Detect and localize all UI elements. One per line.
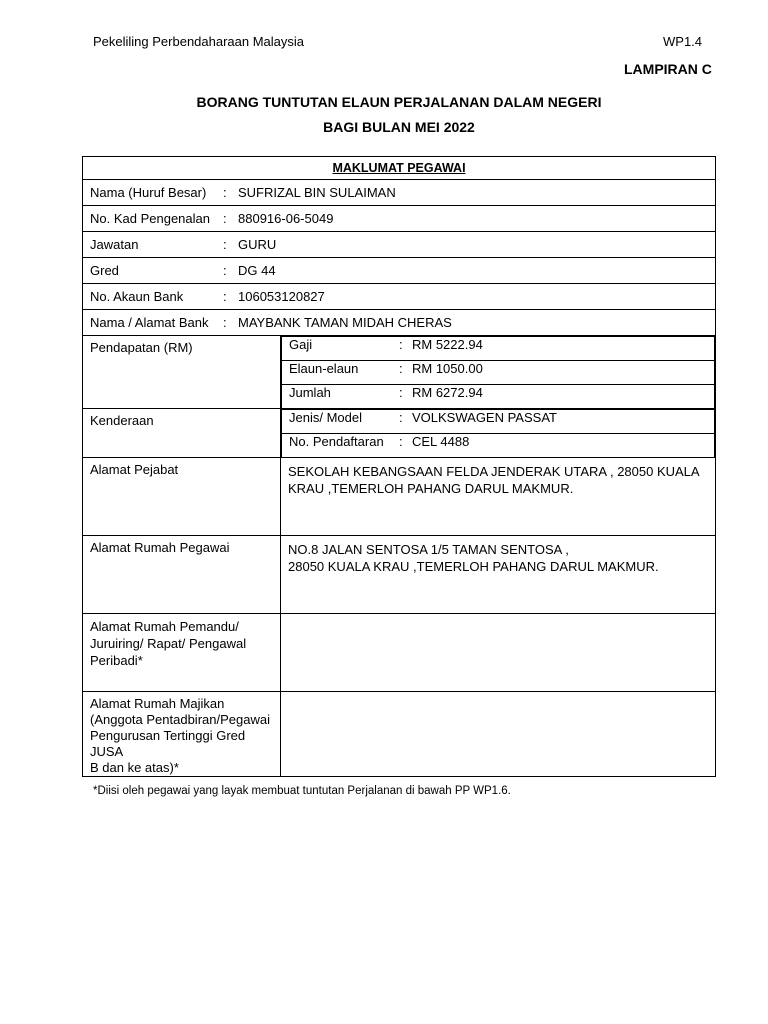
colon: : (399, 410, 403, 425)
vehicle-label: Kenderaan (83, 409, 281, 458)
vehicle-subtable (281, 409, 715, 457)
field-label: No. Kad Pengenalan (90, 211, 210, 226)
colon: : (223, 185, 227, 200)
income-label: Pendapatan (RM) (83, 336, 281, 409)
field-value: MAYBANK TAMAN MIDAH CHERAS (238, 315, 452, 330)
income-item-label: Gaji (289, 337, 313, 352)
vehicle-item-label: No. Pendaftaran (289, 434, 384, 449)
income-item-value: RM 1050.00 (412, 361, 483, 376)
officer-info-table (82, 156, 716, 777)
field-value: GURU (238, 237, 277, 252)
vehicle-row (83, 409, 716, 458)
vehicle-item-value: VOLKSWAGEN PASSAT (412, 410, 557, 425)
field-value: 106053120827 (238, 289, 325, 304)
field-row-jawatan (83, 232, 716, 258)
field-label: Nama (Huruf Besar) (90, 185, 207, 200)
appendix-label: LAMPIRAN C (624, 61, 712, 77)
employer-address-value (281, 692, 716, 777)
field-value: DG 44 (238, 263, 276, 278)
field-label: No. Akaun Bank (90, 289, 184, 304)
field-label: Jawatan (90, 237, 139, 252)
office-address-value: SEKOLAH KEBANGSAAN FELDA JENDERAK UTARA , 28050 KUALA KRAU ,TEMERLOH PAHANG DARUL MAKMUR. (281, 458, 716, 536)
form-month: BAGI BULAN MEI 2022 (323, 119, 475, 135)
section-header: MAKLUMAT PEGAWAI (83, 157, 716, 180)
home-address-row (83, 536, 716, 614)
colon: : (223, 237, 227, 252)
driver-address-value (281, 614, 716, 692)
vehicle-item-label: Jenis/ Model (289, 410, 362, 425)
income-row (83, 336, 716, 409)
form-code: WP1.4 (663, 34, 703, 49)
colon: : (223, 263, 227, 278)
office-address-label: Alamat Pejabat (83, 458, 281, 536)
footnote: *Diisi oleh pegawai yang layak membuat tuntutan Perjalanan di bawah PP WP1.6. (93, 785, 511, 797)
employer-address-label: Alamat Rumah Majikan (Anggota Pentadbiran/Pegawai Pengurusan Tertinggi Gred JUSA B dan ke atas)* (83, 692, 281, 777)
income-item-label: Elaun-elaun (289, 361, 359, 376)
employer-address-row (83, 692, 716, 777)
colon: : (399, 385, 403, 400)
colon: : (399, 337, 403, 352)
form-title: BORANG TUNTUTAN ELAUN PERJALANAN DALAM NEGERI (196, 94, 602, 110)
colon: : (399, 361, 403, 376)
driver-address-row (83, 614, 716, 692)
colon: : (223, 315, 227, 330)
field-row-bank (83, 310, 716, 336)
field-row-akaun (83, 284, 716, 310)
colon: : (399, 434, 403, 449)
home-address-label: Alamat Rumah Pegawai (83, 536, 281, 614)
field-value: SUFRIZAL BIN SULAIMAN (238, 185, 396, 200)
field-row-ic (83, 206, 716, 232)
field-label: Nama / Alamat Bank (90, 315, 209, 330)
income-item-value: RM 6272.94 (412, 385, 483, 400)
vehicle-item-value: CEL 4488 (412, 434, 470, 449)
income-subtable (281, 336, 715, 408)
driver-address-label: Alamat Rumah Pemandu/ Juruiring/ Rapat/ Pengawal Peribadi* (83, 614, 281, 692)
income-item-label: Jumlah (289, 385, 331, 400)
colon: : (223, 289, 227, 304)
home-address-value: NO.8 JALAN SENTOSA 1/5 TAMAN SENTOSA , 28050 KUALA KRAU ,TEMERLOH PAHANG DARUL MAKMUR. (281, 536, 716, 614)
field-value: 880916-06-5049 (238, 211, 334, 226)
field-row-nama (83, 180, 716, 206)
field-label: Gred (90, 263, 119, 278)
income-item-value: RM 5222.94 (412, 337, 483, 352)
document-series: Pekeliling Perbendaharaan Malaysia (93, 34, 305, 49)
colon: : (223, 211, 227, 226)
field-row-gred (83, 258, 716, 284)
office-address-row (83, 458, 716, 536)
